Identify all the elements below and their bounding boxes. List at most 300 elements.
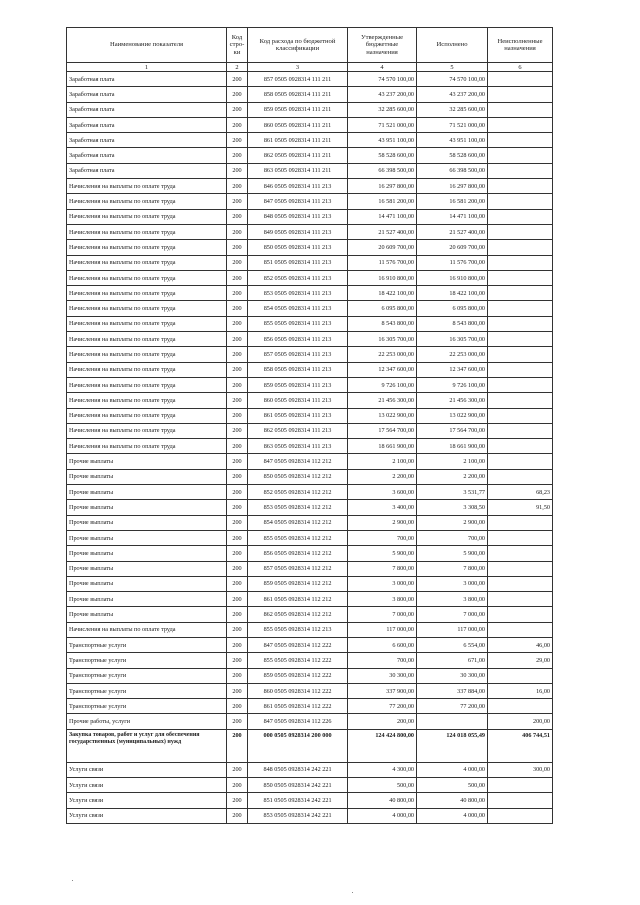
cell-line-code: 200: [227, 469, 248, 484]
cell-line-code: 200: [227, 793, 248, 808]
cell-executed: 124 018 055,49: [417, 729, 488, 762]
cell-executed: 43 237 200,00: [417, 87, 488, 102]
cell-budget-code: 857 0505 0928314 112 212: [248, 561, 348, 576]
cell-line-code: 200: [227, 240, 248, 255]
cell-name: Прочие выплаты: [67, 469, 227, 484]
cell-executed: 66 398 500,00: [417, 163, 488, 178]
table-body: [67, 72, 553, 824]
cell-line-code: 200: [227, 270, 248, 285]
cell-approved: 22 253 000,00: [348, 347, 417, 362]
table-row: [67, 668, 553, 683]
cell-approved: 40 800,00: [348, 793, 417, 808]
table-row: [67, 194, 553, 209]
cell-approved: 3 600,00: [348, 485, 417, 500]
cell-name: Прочие работы, услуги: [67, 714, 227, 729]
cell-unexecuted: [488, 209, 553, 224]
cell-name: Прочие выплаты: [67, 546, 227, 561]
cell-executed: 21 527 400,00: [417, 224, 488, 239]
cell-name: Прочие выплаты: [67, 607, 227, 622]
cell-name: Начисления на выплаты по оплате труда: [67, 286, 227, 301]
cell-approved: 18 661 900,00: [348, 439, 417, 454]
table-row: [67, 347, 553, 362]
cell-unexecuted: [488, 102, 553, 117]
cell-budget-code: 861 0505 0928314 112 222: [248, 699, 348, 714]
cell-unexecuted: [488, 133, 553, 148]
cell-name: Начисления на выплаты по оплате труда: [67, 270, 227, 285]
cell-approved: 2 900,00: [348, 515, 417, 530]
table-row: [67, 637, 553, 652]
cell-budget-code: 847 0505 0928314 112 222: [248, 637, 348, 652]
cell-budget-code: 850 0505 0928314 112 212: [248, 469, 348, 484]
cell-line-code: 200: [227, 515, 248, 530]
cell-executed: 6 554,00: [417, 637, 488, 652]
cell-name: Прочие выплаты: [67, 515, 227, 530]
budget-execution-report: [66, 27, 553, 824]
cell-approved: 77 200,00: [348, 699, 417, 714]
cell-budget-code: 853 0505 0928314 111 213: [248, 286, 348, 301]
cell-line-code: 200: [227, 561, 248, 576]
table-row: [67, 808, 553, 823]
cell-line-code: 200: [227, 301, 248, 316]
cell-executed: 500,00: [417, 778, 488, 793]
cell-budget-code: 855 0505 0928314 112 222: [248, 653, 348, 668]
table-row: [67, 301, 553, 316]
cell-name: Прочие выплаты: [67, 530, 227, 545]
cell-executed: 3 308,50: [417, 500, 488, 515]
cell-name: Прочие выплаты: [67, 592, 227, 607]
cell-executed: 16 305 700,00: [417, 332, 488, 347]
cell-budget-code: 856 0505 0928314 111 213: [248, 332, 348, 347]
cell-executed: 17 564 700,00: [417, 423, 488, 438]
cell-approved: 43 951 100,00: [348, 133, 417, 148]
cell-budget-code: 861 0505 0928314 112 212: [248, 592, 348, 607]
cell-executed: 2 900,00: [417, 515, 488, 530]
cell-budget-code: 856 0505 0928314 112 212: [248, 546, 348, 561]
table-row: [67, 72, 553, 87]
table-row: [67, 102, 553, 117]
cell-name: Начисления на выплаты по оплате труда: [67, 240, 227, 255]
cell-unexecuted: [488, 439, 553, 454]
cell-budget-code: 848 0505 0928314 111 213: [248, 209, 348, 224]
cell-unexecuted: [488, 362, 553, 377]
cell-line-code: 200: [227, 699, 248, 714]
cell-line-code: 200: [227, 377, 248, 392]
table-row: [67, 240, 553, 255]
cell-executed: 11 576 700,00: [417, 255, 488, 270]
cell-approved: 337 900,00: [348, 683, 417, 698]
cell-unexecuted: [488, 72, 553, 87]
table-row: [67, 439, 553, 454]
cell-name: Закупка товаров, работ и услуг для обеспечения государственных (муниципальных) нужд: [67, 729, 227, 762]
table-row: [67, 683, 553, 698]
cell-approved: 700,00: [348, 530, 417, 545]
cell-line-code: 200: [227, 729, 248, 762]
cell-budget-code: 863 0505 0928314 111 211: [248, 163, 348, 178]
cell-name: Транспортные услуги: [67, 699, 227, 714]
cell-approved: 71 521 000,00: [348, 117, 417, 132]
cell-unexecuted: [488, 561, 553, 576]
cell-executed: 2 200,00: [417, 469, 488, 484]
cell-name: Начисления на выплаты по оплате труда: [67, 423, 227, 438]
scan-speck: [72, 880, 73, 881]
column-number-row: [67, 63, 553, 72]
cell-budget-code: 853 0505 0928314 112 212: [248, 500, 348, 515]
table-row: [67, 576, 553, 591]
cell-unexecuted: 16,00: [488, 683, 553, 698]
table-row: [67, 729, 553, 762]
cell-unexecuted: [488, 699, 553, 714]
cell-executed: 16 581 200,00: [417, 194, 488, 209]
cell-unexecuted: [488, 454, 553, 469]
cell-approved: 74 570 100,00: [348, 72, 417, 87]
cell-executed: 30 300,00: [417, 668, 488, 683]
table-row: [67, 778, 553, 793]
cell-budget-code: 862 0505 0928314 111 211: [248, 148, 348, 163]
cell-budget-code: 859 0505 0928314 111 213: [248, 377, 348, 392]
cell-name: Начисления на выплаты по оплате труда: [67, 179, 227, 194]
cell-budget-code: 851 0505 0928314 242 221: [248, 793, 348, 808]
cell-approved: 12 347 600,00: [348, 362, 417, 377]
cell-line-code: 200: [227, 683, 248, 698]
cell-approved: 3 800,00: [348, 592, 417, 607]
header-code: Код стро-ки: [227, 28, 248, 63]
column-number: 1: [67, 63, 227, 72]
cell-approved: 3 400,00: [348, 500, 417, 515]
cell-approved: 17 564 700,00: [348, 423, 417, 438]
cell-name: Начисления на выплаты по оплате труда: [67, 224, 227, 239]
cell-unexecuted: [488, 377, 553, 392]
cell-unexecuted: [488, 808, 553, 823]
column-number: 4: [348, 63, 417, 72]
cell-budget-code: 855 0505 0928314 111 213: [248, 316, 348, 331]
cell-executed: 58 528 600,00: [417, 148, 488, 163]
cell-line-code: 200: [227, 423, 248, 438]
cell-unexecuted: [488, 163, 553, 178]
cell-approved: 7 000,00: [348, 607, 417, 622]
cell-approved: 6 095 800,00: [348, 301, 417, 316]
cell-executed: 77 200,00: [417, 699, 488, 714]
cell-approved: 200,00: [348, 714, 417, 729]
cell-line-code: 200: [227, 592, 248, 607]
cell-approved: 16 297 800,00: [348, 179, 417, 194]
cell-approved: 30 300,00: [348, 668, 417, 683]
cell-unexecuted: [488, 622, 553, 637]
cell-executed: 32 285 600,00: [417, 102, 488, 117]
cell-name: Начисления на выплаты по оплате труда: [67, 362, 227, 377]
cell-name: Заработная плата: [67, 133, 227, 148]
column-number: 2: [227, 63, 248, 72]
cell-executed: 4 000,00: [417, 762, 488, 777]
cell-name: Начисления на выплаты по оплате труда: [67, 301, 227, 316]
cell-budget-code: 852 0505 0928314 112 212: [248, 485, 348, 500]
table-row: [67, 500, 553, 515]
cell-name: Начисления на выплаты по оплате труда: [67, 316, 227, 331]
table-row: [67, 224, 553, 239]
cell-executed: 14 471 100,00: [417, 209, 488, 224]
column-number: 3: [248, 63, 348, 72]
cell-approved: 58 528 600,00: [348, 148, 417, 163]
cell-unexecuted: [488, 332, 553, 347]
cell-executed: 3 800,00: [417, 592, 488, 607]
table-row: [67, 793, 553, 808]
expenditure-table: [66, 27, 553, 824]
cell-executed: 5 900,00: [417, 546, 488, 561]
table-header: [67, 28, 553, 72]
cell-unexecuted: [488, 515, 553, 530]
table-row: [67, 270, 553, 285]
cell-approved: 20 609 700,00: [348, 240, 417, 255]
table-row: [67, 316, 553, 331]
table-row: [67, 762, 553, 777]
table-row: [67, 454, 553, 469]
cell-unexecuted: [488, 607, 553, 622]
cell-unexecuted: [488, 423, 553, 438]
header-name: Наименование показателя: [67, 28, 227, 63]
cell-name: Заработная плата: [67, 87, 227, 102]
cell-approved: 21 456 300,00: [348, 393, 417, 408]
cell-executed: 18 661 900,00: [417, 439, 488, 454]
cell-unexecuted: [488, 316, 553, 331]
cell-line-code: 200: [227, 179, 248, 194]
cell-budget-code: 854 0505 0928314 111 213: [248, 301, 348, 316]
cell-executed: 18 422 100,00: [417, 286, 488, 301]
cell-line-code: 200: [227, 637, 248, 652]
scan-speck: [352, 892, 353, 893]
cell-executed: 4 000,00: [417, 808, 488, 823]
cell-unexecuted: [488, 778, 553, 793]
cell-approved: 2 100,00: [348, 454, 417, 469]
cell-line-code: 200: [227, 209, 248, 224]
table-row: [67, 469, 553, 484]
cell-approved: 13 022 900,00: [348, 408, 417, 423]
cell-unexecuted: 68,23: [488, 485, 553, 500]
cell-budget-code: 862 0505 0928314 111 213: [248, 423, 348, 438]
cell-executed: 12 347 600,00: [417, 362, 488, 377]
cell-name: Услуги связи: [67, 778, 227, 793]
cell-executed: 3 531,77: [417, 485, 488, 500]
cell-line-code: 200: [227, 762, 248, 777]
cell-budget-code: 846 0505 0928314 111 213: [248, 179, 348, 194]
cell-unexecuted: [488, 546, 553, 561]
cell-line-code: 200: [227, 117, 248, 132]
table-row: [67, 714, 553, 729]
cell-line-code: 200: [227, 778, 248, 793]
cell-name: Услуги связи: [67, 793, 227, 808]
cell-approved: 16 581 200,00: [348, 194, 417, 209]
cell-approved: 43 237 200,00: [348, 87, 417, 102]
cell-approved: 66 398 500,00: [348, 163, 417, 178]
cell-executed: 71 521 000,00: [417, 117, 488, 132]
cell-name: Начисления на выплаты по оплате труда: [67, 332, 227, 347]
cell-line-code: 200: [227, 194, 248, 209]
cell-budget-code: 850 0505 0928314 242 221: [248, 778, 348, 793]
cell-name: Начисления на выплаты по оплате труда: [67, 408, 227, 423]
cell-line-code: 200: [227, 224, 248, 239]
table-row: [67, 592, 553, 607]
cell-line-code: 200: [227, 439, 248, 454]
cell-name: Транспортные услуги: [67, 683, 227, 698]
cell-unexecuted: [488, 224, 553, 239]
cell-budget-code: 847 0505 0928314 112 212: [248, 454, 348, 469]
cell-approved: 5 900,00: [348, 546, 417, 561]
table-row: [67, 377, 553, 392]
table-row: [67, 179, 553, 194]
cell-executed: 671,00: [417, 653, 488, 668]
cell-name: Прочие выплаты: [67, 485, 227, 500]
cell-name: Заработная плата: [67, 72, 227, 87]
header-executed: Исполнено: [417, 28, 488, 63]
cell-unexecuted: [488, 117, 553, 132]
cell-name: Начисления на выплаты по оплате труда: [67, 347, 227, 362]
column-number: 6: [488, 63, 553, 72]
cell-unexecuted: [488, 255, 553, 270]
cell-approved: 32 285 600,00: [348, 102, 417, 117]
cell-approved: 117 000,00: [348, 622, 417, 637]
header-unexecuted: Неисполненные назначения: [488, 28, 553, 63]
table-row: [67, 133, 553, 148]
cell-name: Транспортные услуги: [67, 668, 227, 683]
cell-executed: 20 609 700,00: [417, 240, 488, 255]
cell-line-code: 200: [227, 653, 248, 668]
cell-executed: 8 543 800,00: [417, 316, 488, 331]
cell-executed: 21 456 300,00: [417, 393, 488, 408]
cell-approved: 2 200,00: [348, 469, 417, 484]
cell-approved: 124 424 800,00: [348, 729, 417, 762]
table-row: [67, 255, 553, 270]
cell-line-code: 200: [227, 286, 248, 301]
cell-line-code: 200: [227, 622, 248, 637]
cell-name: Начисления на выплаты по оплате труда: [67, 194, 227, 209]
cell-approved: 21 527 400,00: [348, 224, 417, 239]
table-row: [67, 423, 553, 438]
cell-approved: 18 422 100,00: [348, 286, 417, 301]
cell-executed: 22 253 000,00: [417, 347, 488, 362]
cell-unexecuted: [488, 179, 553, 194]
cell-approved: 7 800,00: [348, 561, 417, 576]
table-row: [67, 530, 553, 545]
cell-budget-code: 860 0505 0928314 111 211: [248, 117, 348, 132]
table-row: [67, 561, 553, 576]
cell-name: Начисления на выплаты по оплате труда: [67, 255, 227, 270]
cell-executed: 117 000,00: [417, 622, 488, 637]
cell-approved: 8 543 800,00: [348, 316, 417, 331]
table-row: [67, 653, 553, 668]
cell-unexecuted: 46,00: [488, 637, 553, 652]
cell-name: Начисления на выплаты по оплате труда: [67, 377, 227, 392]
cell-line-code: 200: [227, 362, 248, 377]
cell-name: Прочие выплаты: [67, 576, 227, 591]
cell-name: Прочие выплаты: [67, 500, 227, 515]
cell-budget-code: 848 0505 0928314 242 221: [248, 762, 348, 777]
cell-unexecuted: [488, 393, 553, 408]
table-row: [67, 607, 553, 622]
table-row: [67, 209, 553, 224]
cell-name: Услуги связи: [67, 762, 227, 777]
cell-unexecuted: [488, 408, 553, 423]
cell-approved: 700,00: [348, 653, 417, 668]
cell-unexecuted: [488, 270, 553, 285]
cell-line-code: 200: [227, 87, 248, 102]
cell-executed: [417, 714, 488, 729]
cell-unexecuted: [488, 347, 553, 362]
cell-budget-code: 863 0505 0928314 111 213: [248, 439, 348, 454]
cell-approved: 11 576 700,00: [348, 255, 417, 270]
cell-line-code: 200: [227, 485, 248, 500]
cell-budget-code: 852 0505 0928314 111 213: [248, 270, 348, 285]
cell-executed: 7 800,00: [417, 561, 488, 576]
table-row: [67, 87, 553, 102]
cell-executed: 74 570 100,00: [417, 72, 488, 87]
cell-line-code: 200: [227, 530, 248, 545]
cell-budget-code: 855 0505 0928314 112 213: [248, 622, 348, 637]
cell-line-code: 200: [227, 546, 248, 561]
cell-budget-code: 853 0505 0928314 242 221: [248, 808, 348, 823]
cell-approved: 6 600,00: [348, 637, 417, 652]
cell-approved: 500,00: [348, 778, 417, 793]
cell-executed: 43 951 100,00: [417, 133, 488, 148]
cell-line-code: 200: [227, 393, 248, 408]
cell-line-code: 200: [227, 102, 248, 117]
cell-unexecuted: [488, 469, 553, 484]
cell-approved: 3 000,00: [348, 576, 417, 591]
cell-line-code: 200: [227, 163, 248, 178]
cell-unexecuted: 29,00: [488, 653, 553, 668]
cell-budget-code: 860 0505 0928314 111 213: [248, 393, 348, 408]
cell-executed: 13 022 900,00: [417, 408, 488, 423]
cell-name: Начисления на выплаты по оплате труда: [67, 209, 227, 224]
cell-unexecuted: 200,00: [488, 714, 553, 729]
cell-budget-code: 847 0505 0928314 112 226: [248, 714, 348, 729]
cell-name: Заработная плата: [67, 163, 227, 178]
cell-name: Прочие выплаты: [67, 454, 227, 469]
cell-line-code: 200: [227, 347, 248, 362]
cell-budget-code: 000 0505 0928314 200 000: [248, 729, 348, 762]
cell-approved: 16 910 800,00: [348, 270, 417, 285]
cell-executed: 3 000,00: [417, 576, 488, 591]
cell-budget-code: 849 0505 0928314 111 213: [248, 224, 348, 239]
cell-budget-code: 851 0505 0928314 111 213: [248, 255, 348, 270]
table-row: [67, 515, 553, 530]
table-row: [67, 485, 553, 500]
cell-name: Заработная плата: [67, 148, 227, 163]
cell-unexecuted: [488, 286, 553, 301]
column-number: 5: [417, 63, 488, 72]
cell-unexecuted: [488, 240, 553, 255]
table-row: [67, 286, 553, 301]
cell-executed: 16 910 800,00: [417, 270, 488, 285]
cell-line-code: 200: [227, 255, 248, 270]
table-row: [67, 699, 553, 714]
cell-executed: 16 297 800,00: [417, 179, 488, 194]
header-approved: Утвержденные бюджетные назначения: [348, 28, 417, 63]
cell-budget-code: 858 0505 0928314 111 213: [248, 362, 348, 377]
cell-budget-code: 861 0505 0928314 111 211: [248, 133, 348, 148]
cell-name: Начисления на выплаты по оплате труда: [67, 393, 227, 408]
cell-name: Начисления на выплаты по оплате труда: [67, 439, 227, 454]
cell-approved: 4 000,00: [348, 808, 417, 823]
cell-line-code: 200: [227, 133, 248, 148]
table-row: [67, 332, 553, 347]
cell-executed: 9 726 100,00: [417, 377, 488, 392]
cell-budget-code: 861 0505 0928314 111 213: [248, 408, 348, 423]
cell-executed: 2 100,00: [417, 454, 488, 469]
cell-name: Заработная плата: [67, 102, 227, 117]
cell-approved: 14 471 100,00: [348, 209, 417, 224]
cell-budget-code: 859 0505 0928314 112 222: [248, 668, 348, 683]
cell-line-code: 200: [227, 148, 248, 163]
cell-executed: 700,00: [417, 530, 488, 545]
cell-executed: 6 095 800,00: [417, 301, 488, 316]
